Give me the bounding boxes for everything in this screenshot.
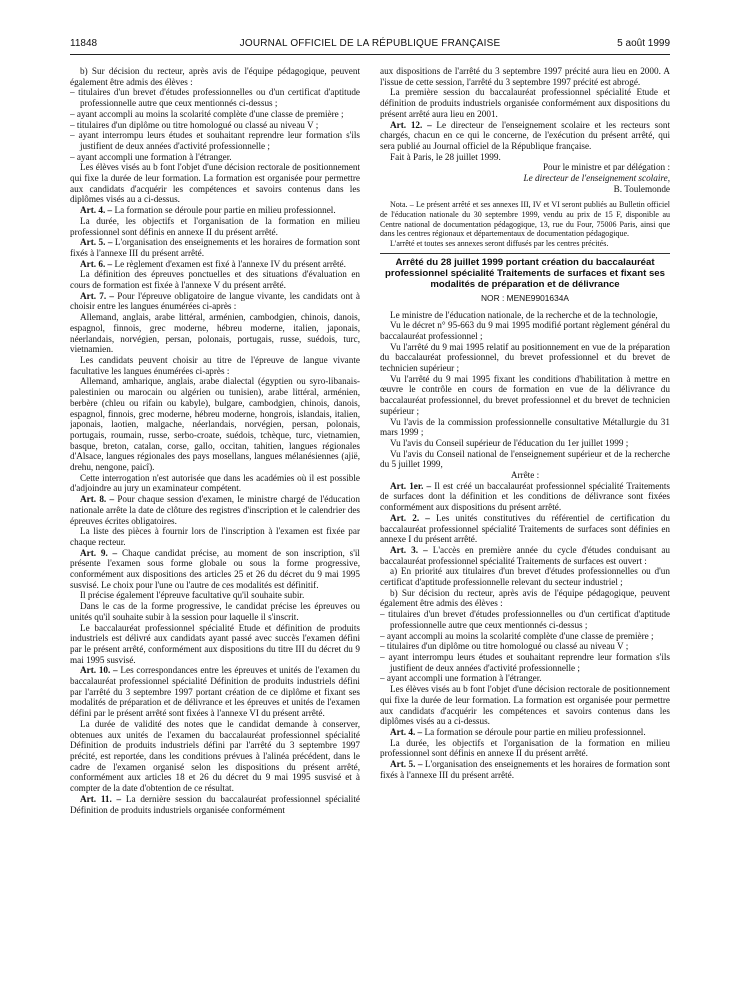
paragraph: La définition des épreuves ponctuelles et des situations d'évaluation en cours de formation est fixée à l'annexe V du présent arrêté. [70, 269, 360, 291]
list-item: – ayant accompli au moins la scolarité complète d'une classe de première ; [380, 630, 654, 641]
visa: Vu l'avis du Conseil supérieur de l'éducation du 1er juillet 1999 ; [390, 437, 629, 448]
article-label: Art. 5. – [390, 759, 423, 770]
section-divider [380, 253, 670, 254]
article-5: Art. 5. – L'organisation des enseignements et les horaires de formation sont fixés à l'annexe III du présent arrêté. [380, 759, 670, 780]
list-item: – titulaires d'un diplôme ou titre homologué ou classé au niveau V ; [70, 119, 319, 130]
article-4: Art. 4. – La formation se déroule pour partie en milieu professionnel. [390, 726, 646, 737]
article-label: Art. 6. – [80, 258, 113, 269]
article-label: Art. 4. – [390, 726, 423, 737]
article-9: Art. 9. – Chaque candidat précise, au moment de son inscription, s'il présente l'examen sous forme globale ou sous la forme progressive, conformément aux dispositions des articles 25 et 26 du décret du 9 mai 1995 susvisé. Le choix pour l'une ou l'autre de ces modalités est définitif. [70, 547, 360, 590]
article-4: Art. 4. – La formation se déroule pour partie en milieu professionnel. [80, 205, 336, 216]
paragraph: b) Sur décision du recteur, après avis de l'équipe pédagogique, peuvent également être admis des élèves : [380, 587, 670, 609]
visa: Vu le décret n° 95-663 du 9 mai 1995 modifié portant règlement général du baccalauréat professionnel ; [380, 320, 670, 341]
paragraph: a) En priorité aux titulaires d'un brevet d'études professionnelles ou d'un certificat d'aptitude professionnelle relevant du secteur industriel ; [380, 566, 670, 588]
paragraph: La durée, les objectifs et l'organisation de la formation en milieu professionnel sont définis en annexe II du présent arrêté. [380, 737, 670, 759]
list-item: – ayant interrompu leurs études et souhaitant reprendre leur formation s'ils justifient de deux années d'activité professionnelle ; [380, 652, 670, 673]
list-item: – ayant accompli au moins la scolarité complète d'une classe de première ; [70, 108, 344, 119]
list-item: – ayant accompli une formation à l'étranger. [70, 151, 232, 162]
nota: Nota. – Le présent arrêté et ses annexes III, IV et VI seront publiés au Bulletin officiel de l'éducation nationale du 30 septembre 1999, vendu au prix de 15 F, disponible au Centre national de documentation pédagogique, 13, rue du Four, 75006 Paris, ainsi que dans les centres régionaux et départementaux de documentation pédagogique. [380, 200, 670, 239]
article-label: Art. 10. – [80, 665, 118, 676]
list-item: – ayant accompli une formation à l'étranger. [380, 673, 542, 684]
paragraph: Cette interrogation n'est autorisée que dans les académies où il est possible d'adjoindre au jury un examinateur compétent. [70, 472, 360, 494]
paragraph: La durée, les objectifs et l'organisation de la formation en milieu professionnel sont définis en annexe II du présent arrêté. [70, 215, 360, 237]
paragraph: Allemand, anglais, arabe littéral, arménien, cambodgien, chinois, danois, espagnol, finnois, grec moderne, hébreu moderne, italien, japonais, néerlandais, norvégien, persan, polonais, portugais, russe, suédois, turc, vietnamien. [70, 312, 360, 355]
paragraph: Il précise également l'épreuve facultative qu'il souhaite subir. [80, 590, 305, 601]
list-item: – titulaires d'un brevet d'études professionnelles ou d'un certificat d'aptitude professionnelle autre que ceux mentionnés ci-dessus ; [70, 87, 360, 109]
visa: Vu l'avis de la commission professionnelle consultative Métallurgie du 31 mars 1999 ; [380, 416, 670, 438]
page-header [70, 38, 670, 54]
left-column [70, 66, 360, 986]
nor-reference: NOR : MENE9901634A [481, 292, 569, 303]
list-item: – titulaires d'un brevet d'études professionnelles ou d'un certificat d'aptitude professionnelle autre que ceux mentionnés ci-dessus ; [380, 609, 670, 630]
visa: Vu l'avis du Conseil national de l'enseignement supérieur et de la recherche du 5 juillet 1999, [380, 448, 670, 470]
article-2: Art. 2. – Les unités constitutives du référentiel de certification du baccalauréat professionnel spécialité Traitements de surfaces sont définies en annexe I du présent arrêté. [380, 512, 670, 545]
paragraph: Le ministre de l'éducation nationale, de la recherche et de la technologie, [390, 309, 658, 320]
paragraph: b) Sur décision du recteur, après avis de l'équipe pédagogique, peuvent également être admis des élèves : [70, 66, 360, 87]
article-label: Art. 1er. – [390, 480, 432, 491]
paragraph: Les élèves visés au b font l'objet d'une décision rectorale de positionnement qui fixe la durée de leur formation. La formation est organisée pour permettre aux candidats d'acquérir les compétences et savoirs contenus dans les diplômes visés au a ci-dessus. [70, 162, 360, 205]
paragraph: La liste des pièces à fournir lors de l'inscription à l'examen est fixée par chaque recteur. [70, 526, 360, 547]
article-label: Art. 11. – [80, 793, 122, 804]
arrete-heading: Arrête : [510, 470, 540, 481]
article-6: Art. 6. – Le règlement d'examen est fixé à l'annexe IV du présent arrêté. [80, 258, 346, 269]
decree-title: Arrêté du 28 juillet 1999 portant création du baccalauréat professionnel spécialité Traitements de surfaces et fixant ses modalités de préparation et de délivrance [385, 257, 665, 290]
article-1: Art. 1er. – Il est créé un baccalauréat professionnel spécialité Traitements de surfaces dont la définition et les conditions de délivrance sont fixées conformément aux dispositions du présent arrêté. [380, 480, 670, 513]
article-8: Art. 8. – Pour chaque session d'examen, le ministre chargé de l'éducation nationale arrête la date de clôture des registres d'inscription et le calendrier des épreuves écrites obligatoires. [70, 494, 360, 526]
journal-title: JOURNAL OFFICIEL DE LA RÉPUBLIQUE FRANÇAISE [239, 38, 501, 49]
paragraph: Allemand, amharique, anglais, arabe dialectal (égyptien ou syro-libanais-palestinien ou marocain ou algérien ou tunisien), arabe littéral, arménien, berbère (chleu ou rifain ou kabyle), bulgare, cambodgien, chinois, danois, espagnol, finnois, grec moderne, hébreu moderne, hongrois, islandais, italien, japonais, laotien, malgache, néerlandais, norvégien, persan, polonais, portugais, roumain, russe, serbo-croate, suédois, tchèque, turc, vietnamien, basque, breton, catalan, corse, gallo, occitan, tahitien, langues régionales d'Alsace, langues régionales des pays mosellans, langues mélanésiennes (ajië, drehu, nengone, paicî). [70, 376, 360, 473]
article-label: Art. 3. – [390, 544, 428, 555]
article-label: Art. 9. – [80, 547, 118, 558]
article-label: Art. 2. – [390, 512, 430, 523]
paragraph: aux dispositions de l'arrêté du 3 septembre 1997 précité aura lieu en 2000. A l'issue de cette session, l'arrêté du 3 septembre 1997 précité est abrogé. [380, 66, 670, 87]
visa: Vu l'arrêté du 9 mai 1995 relatif au positionnement en vue de la préparation du baccalauréat professionnel, du brevet professionnel et du brevet de technicien supérieur ; [380, 341, 670, 374]
article-11: Art. 11. – La dernière session du baccalauréat professionnel spécialité Définition de produits industriels organisée conformément [70, 793, 360, 815]
place-date: Fait à Paris, le 28 juillet 1999. [390, 151, 501, 162]
article-label: Art. 7. – [80, 290, 115, 301]
article-7: Art. 7. – Pour l'épreuve obligatoire de langue vivante, les candidats ont à choisir entre les langues énumérées ci-après : [70, 290, 360, 312]
page-number: 11848 [70, 38, 98, 49]
nota-2: L'arrêté et toutes ses annexes seront diffusés par les centres précités. [390, 238, 609, 248]
article-label: Art. 8. – [80, 494, 115, 505]
article-label: Art. 5. – [80, 237, 113, 248]
issue-date: 5 août 1999 [617, 38, 670, 49]
signatory-title: Le directeur de l'enseignement scolaire, [523, 173, 670, 184]
list-item: – ayant interrompu leurs études et souhaitant reprendre leur formation s'ils justifient de deux années d'activité professionnelle ; [70, 130, 360, 151]
header-rule [70, 54, 670, 55]
article-label: Art. 4. – [80, 205, 113, 216]
list-item: – titulaires d'un diplôme ou titre homologué ou classé au niveau V ; [380, 641, 629, 652]
right-column [380, 66, 670, 986]
paragraph: Les candidats peuvent choisir au titre de l'épreuve de langue vivante facultative les langues énumérées ci-après : [70, 354, 360, 376]
signatory-name: B. Toulemonde [613, 183, 670, 194]
article-12: Art. 12. – Le directeur de l'enseignement scolaire et les recteurs sont chargés, chacun en ce qui le concerne, de l'exécution du présent arrêté, qui sera publié au Journal officiel de la République française. [380, 119, 670, 151]
paragraph: Le baccalauréat professionnel spécialité Etude et définition de produits industriels est délivré aux candidats ayant passé avec succès l'examen défini par le présent arrêté, conformément aux dispositions du titre III du décret du 9 mai 1995 susvisé. [70, 622, 360, 665]
article-10: Art. 10. – Les correspondances entre les épreuves et unités de l'examen du baccalauréat professionnel spécialité Définition de produits industriels défini par l'arrêté du 3 septembre 1997 portant création de ce diplôme et fixant ses modalités de préparation et de délivrance et les épreuves et unités de l'examen défini par le présent arrêté sont fixées à l'annexe VI du présent arrêté. [70, 665, 360, 719]
article-label: Art. 12. – [390, 119, 432, 130]
paragraph: Dans le cas de la forme progressive, le candidat précise les épreuves ou unités qu'il souhaite subir à la session pour laquelle il s'inscrit. [70, 601, 360, 622]
article-3: Art. 3. – L'accès en première année du cycle d'études conduisant au baccalauréat professionnel spécialité Traitements de surfaces est ouvert : [380, 544, 670, 566]
article-5: Art. 5. – L'organisation des enseignements et les horaires de formation sont fixés à l'annexe III du présent arrêté. [70, 237, 360, 258]
paragraph: Les élèves visés au b font l'objet d'une décision rectorale de positionnement qui fixe la durée de leur formation. La formation est organisée pour permettre aux candidats d'acquérir les compétences et savoirs contenus dans les diplômes visés au a ci-dessus. [380, 684, 670, 727]
paragraph: La première session du baccalauréat professionnel spécialité Etude et définition de produits industriels organisée conformément aux dispositions du présent arrêté aura lieu en 2001. [380, 87, 670, 119]
visa: Vu l'arrêté du 9 mai 1995 fixant les conditions d'habilitation à mettre en œuvre le contrôle en cours de formation en vue de la délivrance du baccalauréat professionnel, du brevet professionnel et du brevet de technicien supérieur ; [380, 373, 670, 416]
signature-line: Pour le ministre et par délégation : [542, 162, 670, 173]
paragraph: La durée de validité des notes que le candidat demande à conserver, obtenues aux unités de l'examen du baccalauréat professionnel spécialité Définition de produits industriels défini par l'arrêté du 3 septembre 1997 précité, est reportée, dans les conditions prévues à l'alinéa précédent, dans le cadre de l'examen organisé selon les dispositions du présent arrêté, conformément aux articles 18 et 26 du décret du 9 mai 1995 susvisé et à compter de la date d'obtention de ce résultat. [70, 718, 360, 794]
